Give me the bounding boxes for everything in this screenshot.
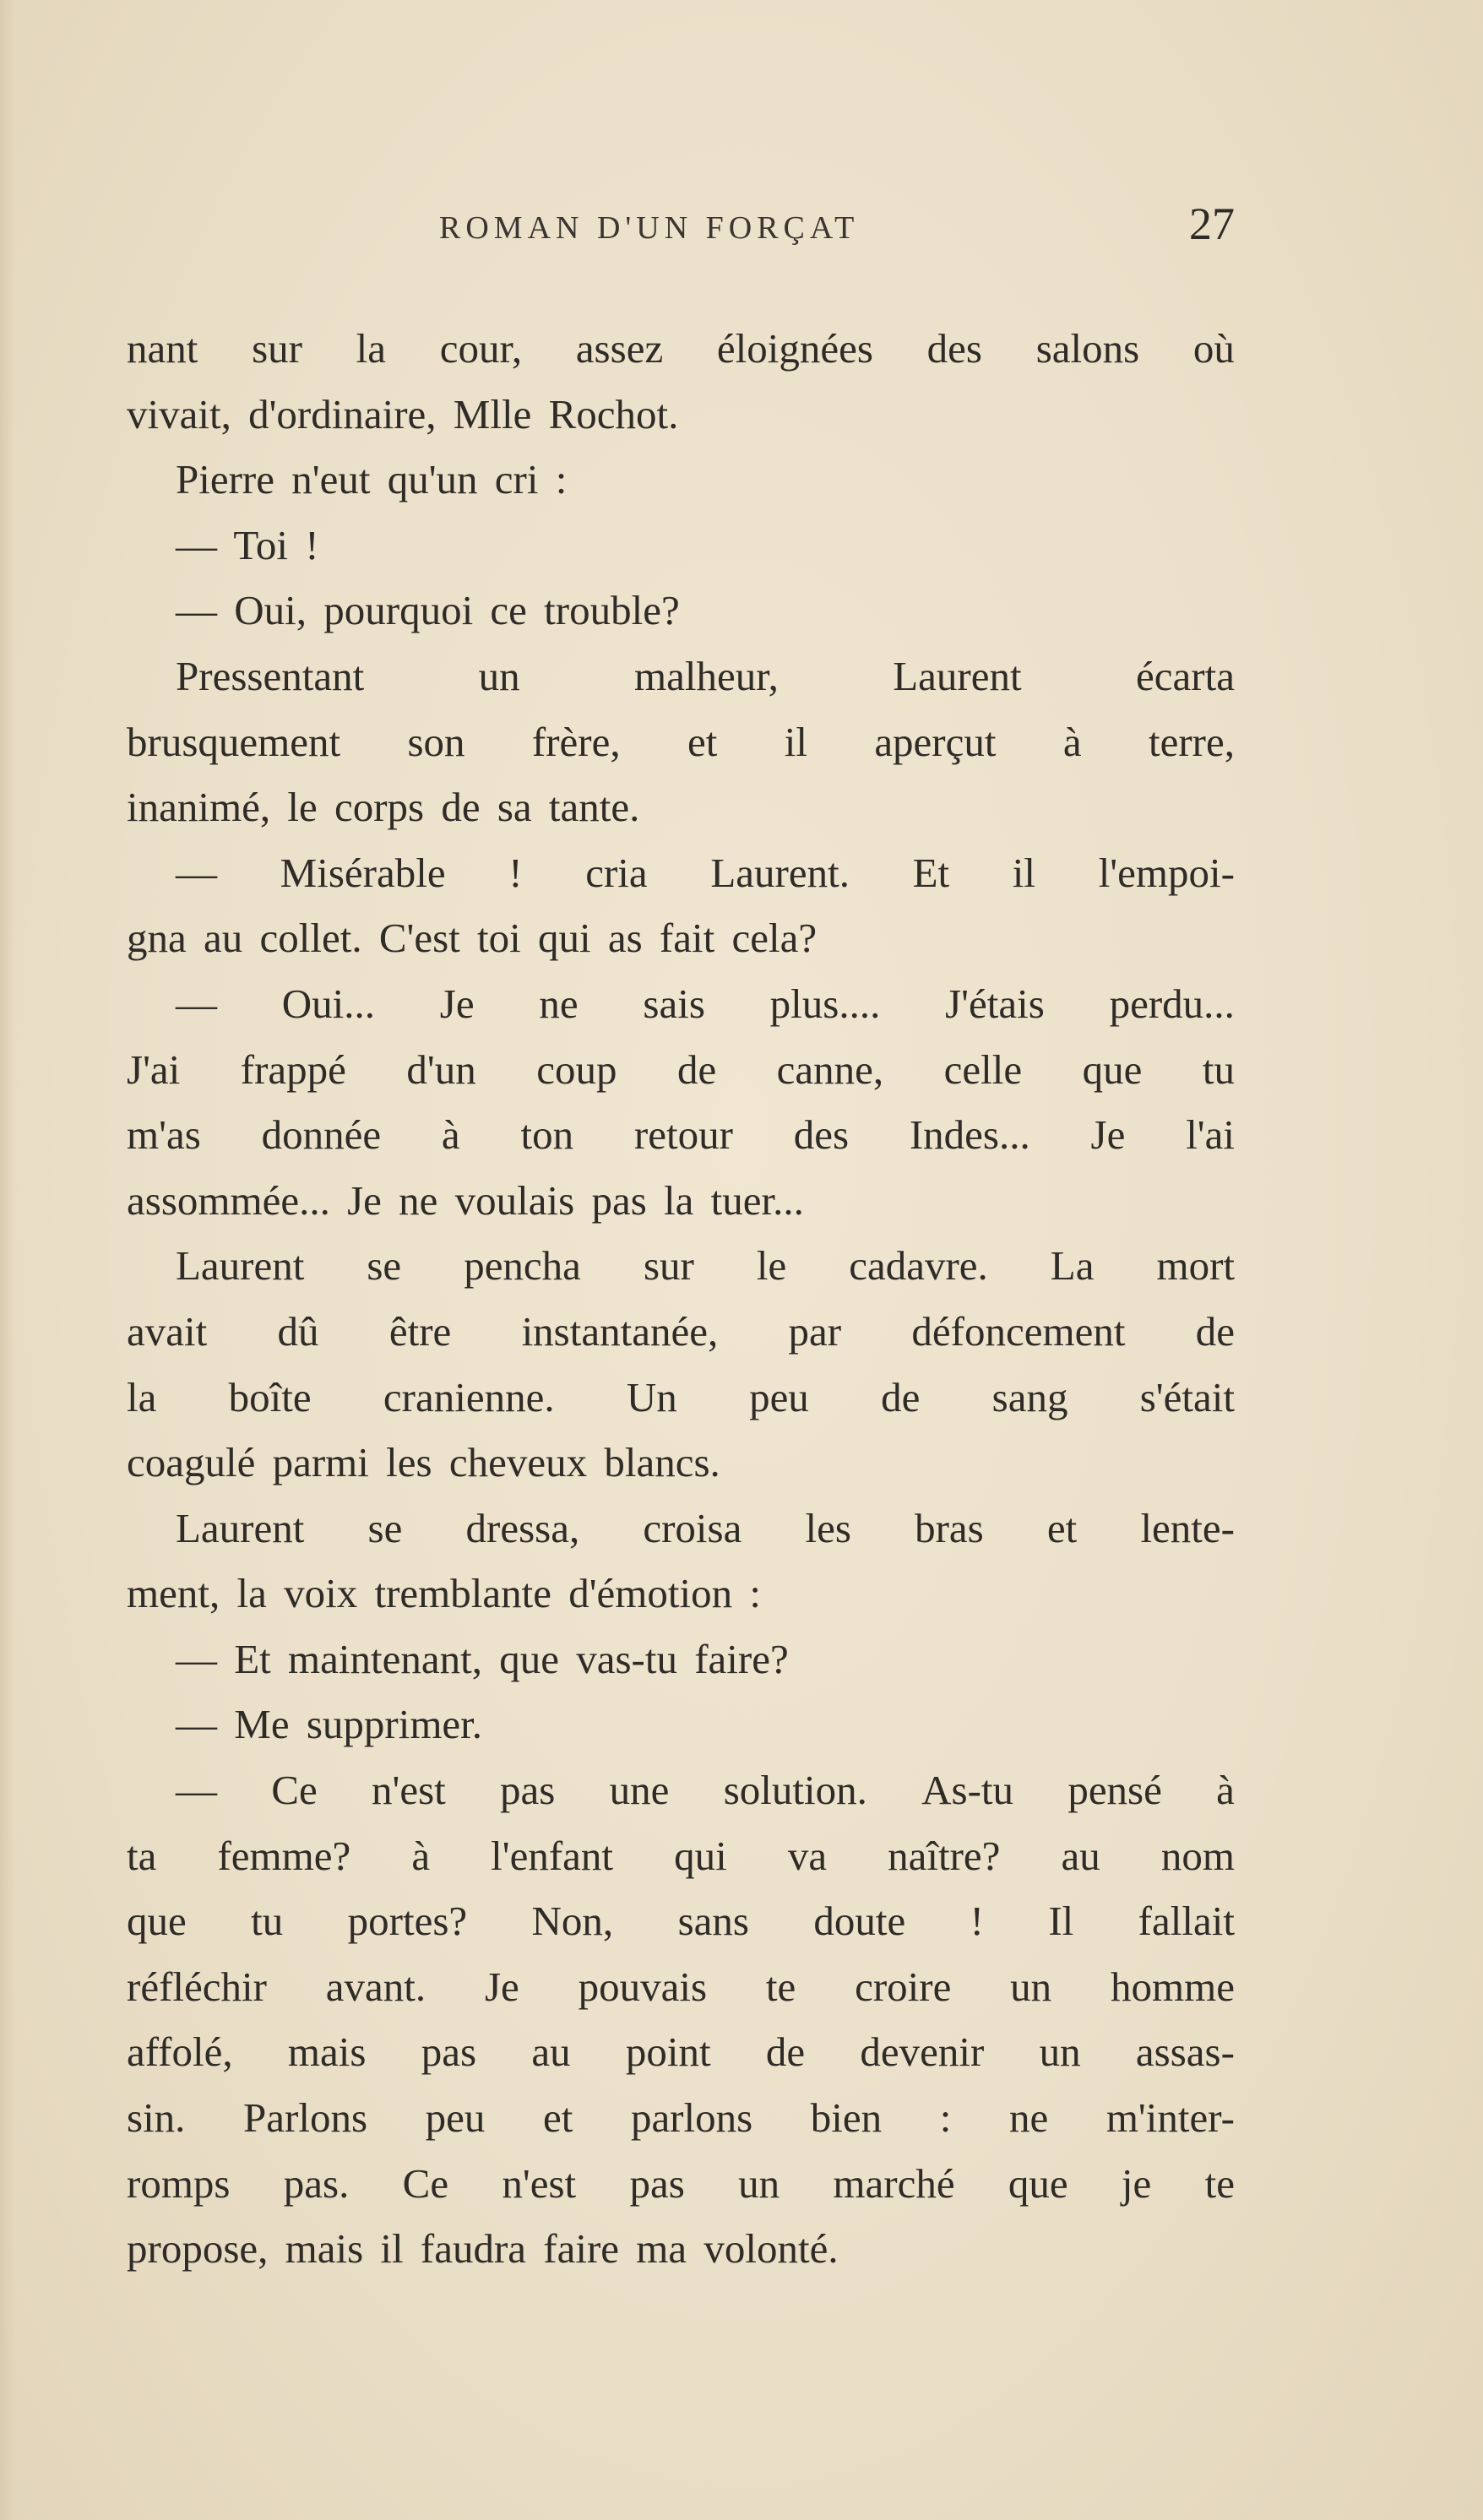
text-line: m'as donnée à ton retour des Indes... Je l'ai [127, 1111, 1235, 1159]
text-line: propose, mais il faudra faire ma volonté. [127, 2225, 839, 2273]
text-line: vivait, d'ordinaire, Mlle Rochot. [127, 390, 679, 437]
text-line: Pressentant un malheur, Laurent écarta [176, 652, 1235, 699]
text-line: — Oui... Je ne sais plus.... J'étais perdu... [176, 980, 1235, 1027]
text-line: — Et maintenant, que vas-tu faire? [176, 1635, 789, 1682]
text-line: affolé, mais pas au point de devenir un assas- [127, 2028, 1235, 2076]
text-line: J'ai frappé d'un coup de canne, celle que tu [127, 1045, 1235, 1093]
text-line: — Toi ! [176, 521, 319, 568]
text-line: — Misérable ! cria Laurent. Et il l'empoi- [176, 849, 1235, 896]
text-line: que tu portes? Non, sans doute ! Il fallait [127, 1898, 1235, 1945]
text-line: gna au collet. C'est toi qui as fait cela? [127, 915, 818, 962]
text-line: ta femme? à l'enfant qui va naître? au nom [127, 1832, 1235, 1879]
text-line: sin. Parlons peu et parlons bien : ne m'inter- [127, 2094, 1235, 2142]
page-edge-shadow [0, 0, 15, 2520]
text-line: inanimé, le corps de sa tante. [127, 784, 640, 831]
running-title: ROMAN D'UN FORÇAT [439, 210, 860, 246]
body-text [127, 316, 1235, 2282]
text-line: — Ce n'est pas une solution. As-tu pensé à [176, 1767, 1235, 1814]
text-line: la boîte cranienne. Un peu de sang s'était [127, 1373, 1235, 1420]
text-line: ment, la voix tremblante d'émotion : [127, 1570, 762, 1617]
text-line: Laurent se dressa, croisa les bras et lente- [176, 1504, 1235, 1551]
text-line: coagulé parmi les cheveux blancs. [127, 1439, 720, 1486]
text-line: nant sur la cour, assez éloignées des salons où [127, 325, 1235, 372]
text-line: avait dû être instantanée, par défoncement de [127, 1307, 1235, 1355]
text-line: Pierre n'eut qu'un cri : [176, 456, 568, 503]
text-line: — Me supprimer. [176, 1701, 483, 1748]
text-line: Laurent se pencha sur le cadavre. La mort [176, 1242, 1235, 1290]
page-number: 27 [1189, 198, 1235, 249]
text-line: assommée... Je ne voulais pas la tuer... [127, 1176, 804, 1224]
text-line: — Oui, pourquoi ce trouble? [176, 587, 680, 634]
text-line: romps pas. Ce n'est pas un marché que je te [127, 2159, 1235, 2207]
text-line: brusquement son frère, et il aperçut à terre, [127, 718, 1235, 765]
text-line: réfléchir avant. Je pouvais te croire un homme [127, 1963, 1235, 2010]
page-header [127, 193, 1235, 260]
